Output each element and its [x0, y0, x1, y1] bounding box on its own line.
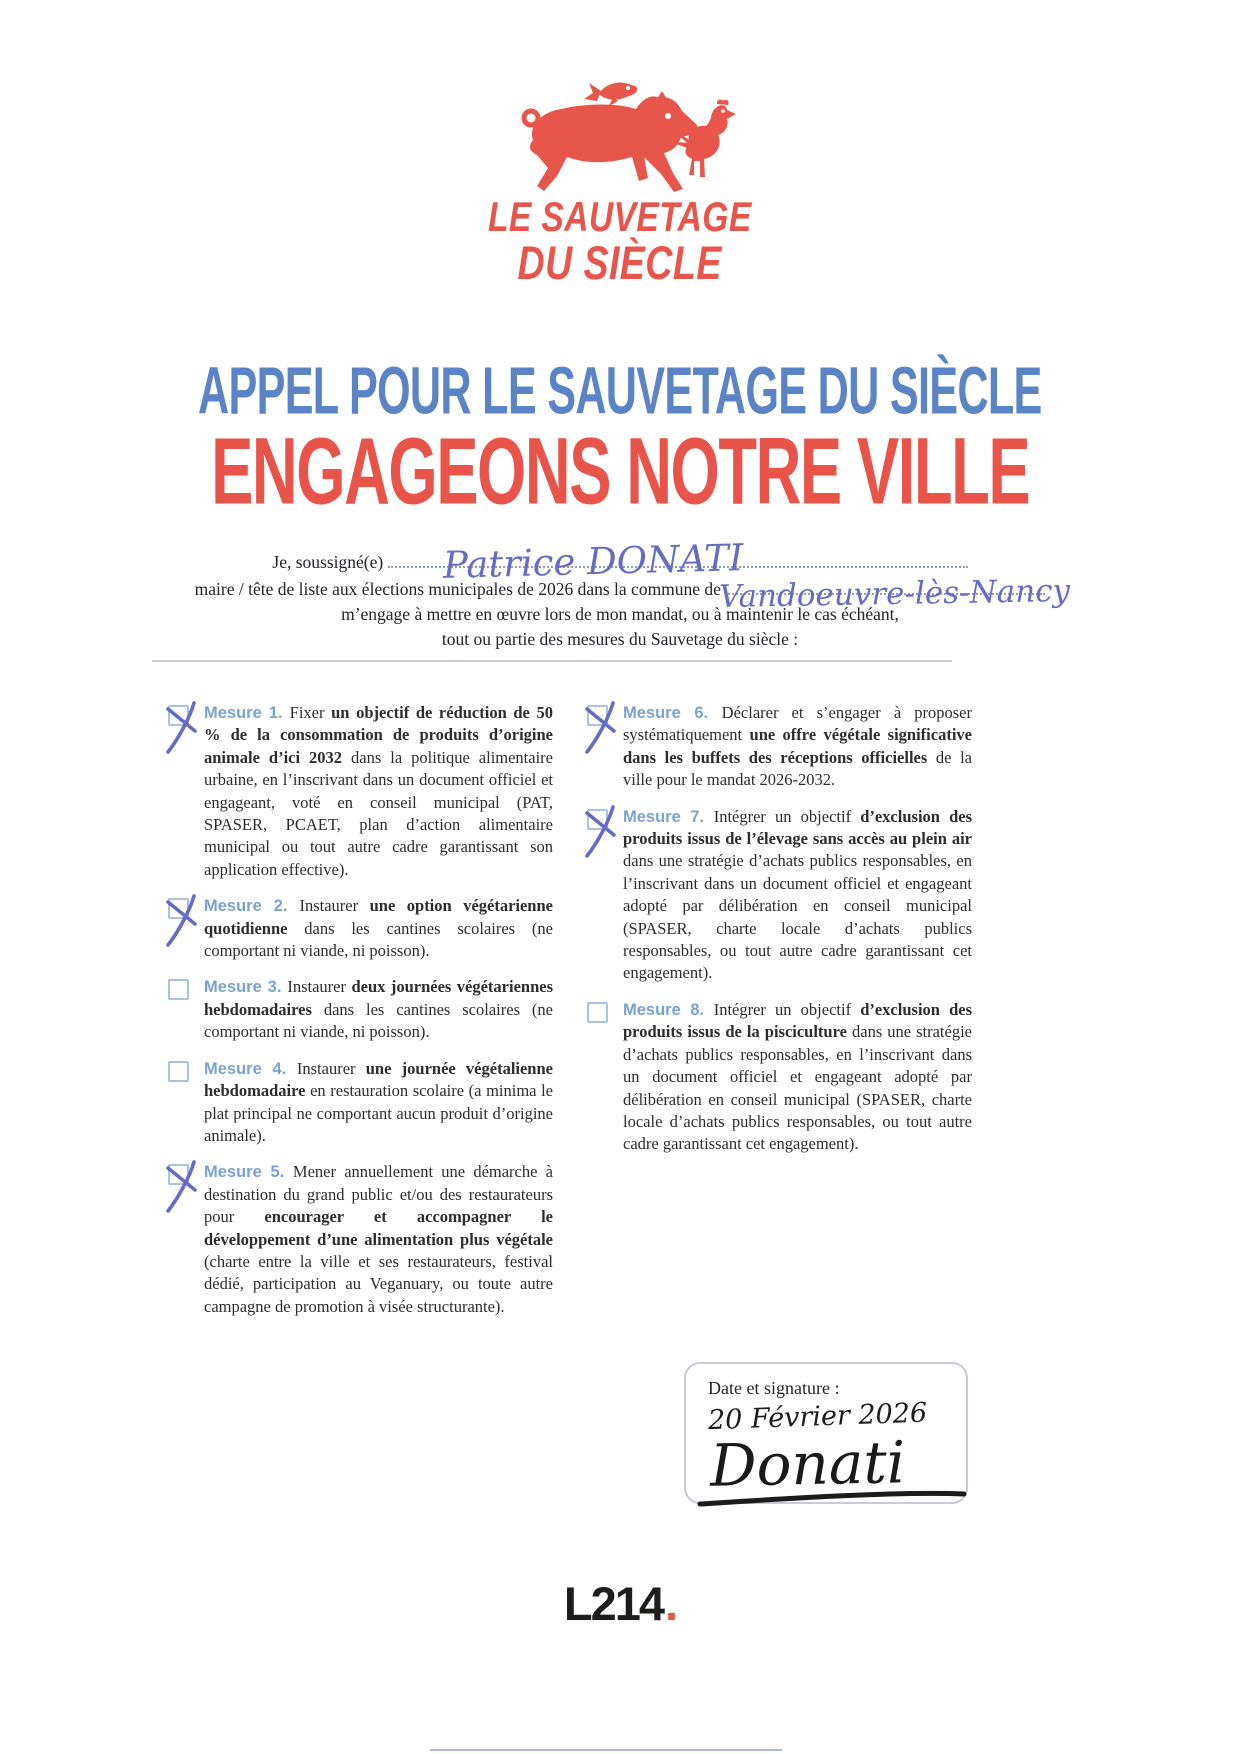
- measure-checkbox[interactable]: [587, 1002, 608, 1023]
- measure-label: Mesure 7.: [623, 807, 714, 826]
- pledge-line-2: tout ou partie des mesures du Sauvetage du siècle :: [441, 629, 799, 649]
- commune-label: maire / tête de liste aux élections municipales de 2026 dans la commune de: [194, 579, 721, 599]
- date-handwriting: 20 Février 2026: [707, 1397, 928, 1437]
- measure-item: [571, 806, 972, 985]
- signature-box: [684, 1362, 968, 1504]
- handwritten-x-mark: [161, 700, 203, 756]
- measure-text: Mesure 2. Instaurer une option végétarienne quotidienne dans les cantines scolaires (ne comportant ni viande, ni poisson).: [204, 896, 553, 961]
- measure-item: [571, 999, 972, 1156]
- measure-checkbox[interactable]: [587, 705, 608, 726]
- commune-handwriting: Vandoeuvre-lès-Nancy: [719, 572, 1071, 616]
- title-appel: APPEL POUR LE SAUVETAGE DU SIÈCLE: [198, 352, 1042, 429]
- measure-text: Mesure 6. Déclarer et s’engager à proposer systématiquement une offre végétale significative dans les buffets des réceptions officielles de la ville pour le mandat 2026-2032.: [623, 703, 972, 790]
- measure-label: Mesure 8.: [623, 1000, 714, 1019]
- logo-wordmark-line2: DU SIÈCLE: [517, 236, 723, 289]
- l214-logo: L214.: [563, 1577, 677, 1630]
- measure-text: Mesure 7. Intégrer un objectif d’exclusion des produits issus de l’élevage sans accès au plein air dans une stratégie d’achats publics responsables, en l’inscrivant dans un document officiel et engageant adopté par délibération en conseil municipal (SPASER, charte locale d’achats publics responsables, ou tout autre cadre garantissant cet engagement).: [623, 806, 972, 983]
- logo-wordmark-line1: LE SAUVETAGE: [488, 193, 752, 240]
- measure-item: [152, 702, 553, 881]
- signature-underline-stroke: [694, 1488, 970, 1508]
- intro-block: [0, 536, 1240, 652]
- signee-write-line: [388, 536, 968, 587]
- measures-column-left: [152, 702, 553, 1332]
- handwritten-x-mark: [161, 1159, 203, 1215]
- fish-icon: [584, 83, 637, 106]
- signee-label: Je, soussigné(e): [272, 552, 384, 572]
- measure-item: [152, 976, 553, 1043]
- handwritten-x-mark: [580, 804, 622, 860]
- measure-item: [152, 1058, 553, 1148]
- signature-box-label: Date et signature :: [708, 1378, 840, 1398]
- divider: [152, 660, 952, 662]
- header-logo: [0, 78, 1240, 289]
- measure-label: Mesure 3.: [204, 978, 288, 997]
- handwritten-x-mark: [161, 893, 203, 949]
- pledge-line-1: m’engage à mettre en œuvre lors de mon mandat, ou à maintenir le cas échéant,: [341, 604, 899, 624]
- measure-text: Mesure 4. Instaurer une journée végétalienne hebdomadaire en restauration scolaire (a minima le plat principal ne comportant aucun produit d’origine animale).: [204, 1058, 553, 1145]
- measure-label: Mesure 6.: [623, 704, 722, 722]
- signee-name-handwriting: Patrice DONATI: [442, 536, 744, 587]
- measure-item: [571, 702, 972, 792]
- handwritten-x-mark: [580, 700, 622, 756]
- l214-logo-dot: .: [665, 1577, 677, 1630]
- measure-checkbox[interactable]: [168, 898, 189, 919]
- measure-checkbox[interactable]: [168, 705, 189, 726]
- signature-handwriting: Donati: [709, 1428, 906, 1500]
- animals-illustration: [495, 78, 745, 196]
- measure-checkbox[interactable]: [168, 1061, 189, 1082]
- measure-text: Mesure 5. Mener annuellement une démarche à destination du grand public et/ou des restaurateurs pour encourager et accompagner le développement d’une alimentation plus végétale (charte entre la ville et ses restaurateurs, festival dédié, participation au Veganuary, ou toute autre campagne de promotion à visée structurante).: [204, 1162, 553, 1316]
- measure-item: [152, 895, 553, 962]
- measure-checkbox[interactable]: [168, 1164, 189, 1185]
- measure-text: Mesure 1. Fixer un objectif de réduction de 50 % de la consommation de produits d’origine animale d’ici 2032 dans la politique alimentaire urbaine, en l’inscrivant dans un document officiel et engageant, voté en conseil municipal (PAT, SPASER, PCAET, plan d’action alimentaire municipal ou tout autre cadre garantissant son application effective).: [204, 703, 553, 879]
- measures-column-right: [571, 702, 972, 1332]
- measure-label: Mesure 2.: [204, 897, 300, 916]
- title-engageons: ENGAGEONS NOTRE VILLE: [210, 417, 1030, 524]
- measure-text: Mesure 8. Intégrer un objectif d’exclusion des produits issus de la pisciculture dans une stratégie d’achats publics responsables, en l’inscrivant dans un document officiel et engageant adopté par délibération en conseil municipal (SPASER, charte locale d’achats publics responsables, ou tout autre cadre garantissant cet engagement).: [623, 999, 972, 1154]
- measure-label: Mesure 5.: [204, 1163, 293, 1182]
- measure-label: Mesure 4.: [204, 1059, 297, 1078]
- measure-checkbox[interactable]: [587, 809, 608, 830]
- commune-write-line: [719, 572, 1071, 616]
- scan-artifact-line: [430, 1749, 782, 1751]
- measure-text: Mesure 3. Instaurer deux journées végétariennes hebdomadaires dans les cantines scolaires (ne comportant ni viande, ni poisson).: [204, 977, 553, 1042]
- measures-section: [152, 702, 972, 1332]
- measure-checkbox[interactable]: [168, 979, 189, 1000]
- measure-label: Mesure 1.: [204, 704, 290, 722]
- measure-item: [152, 1161, 553, 1318]
- signee-line: [0, 536, 1240, 587]
